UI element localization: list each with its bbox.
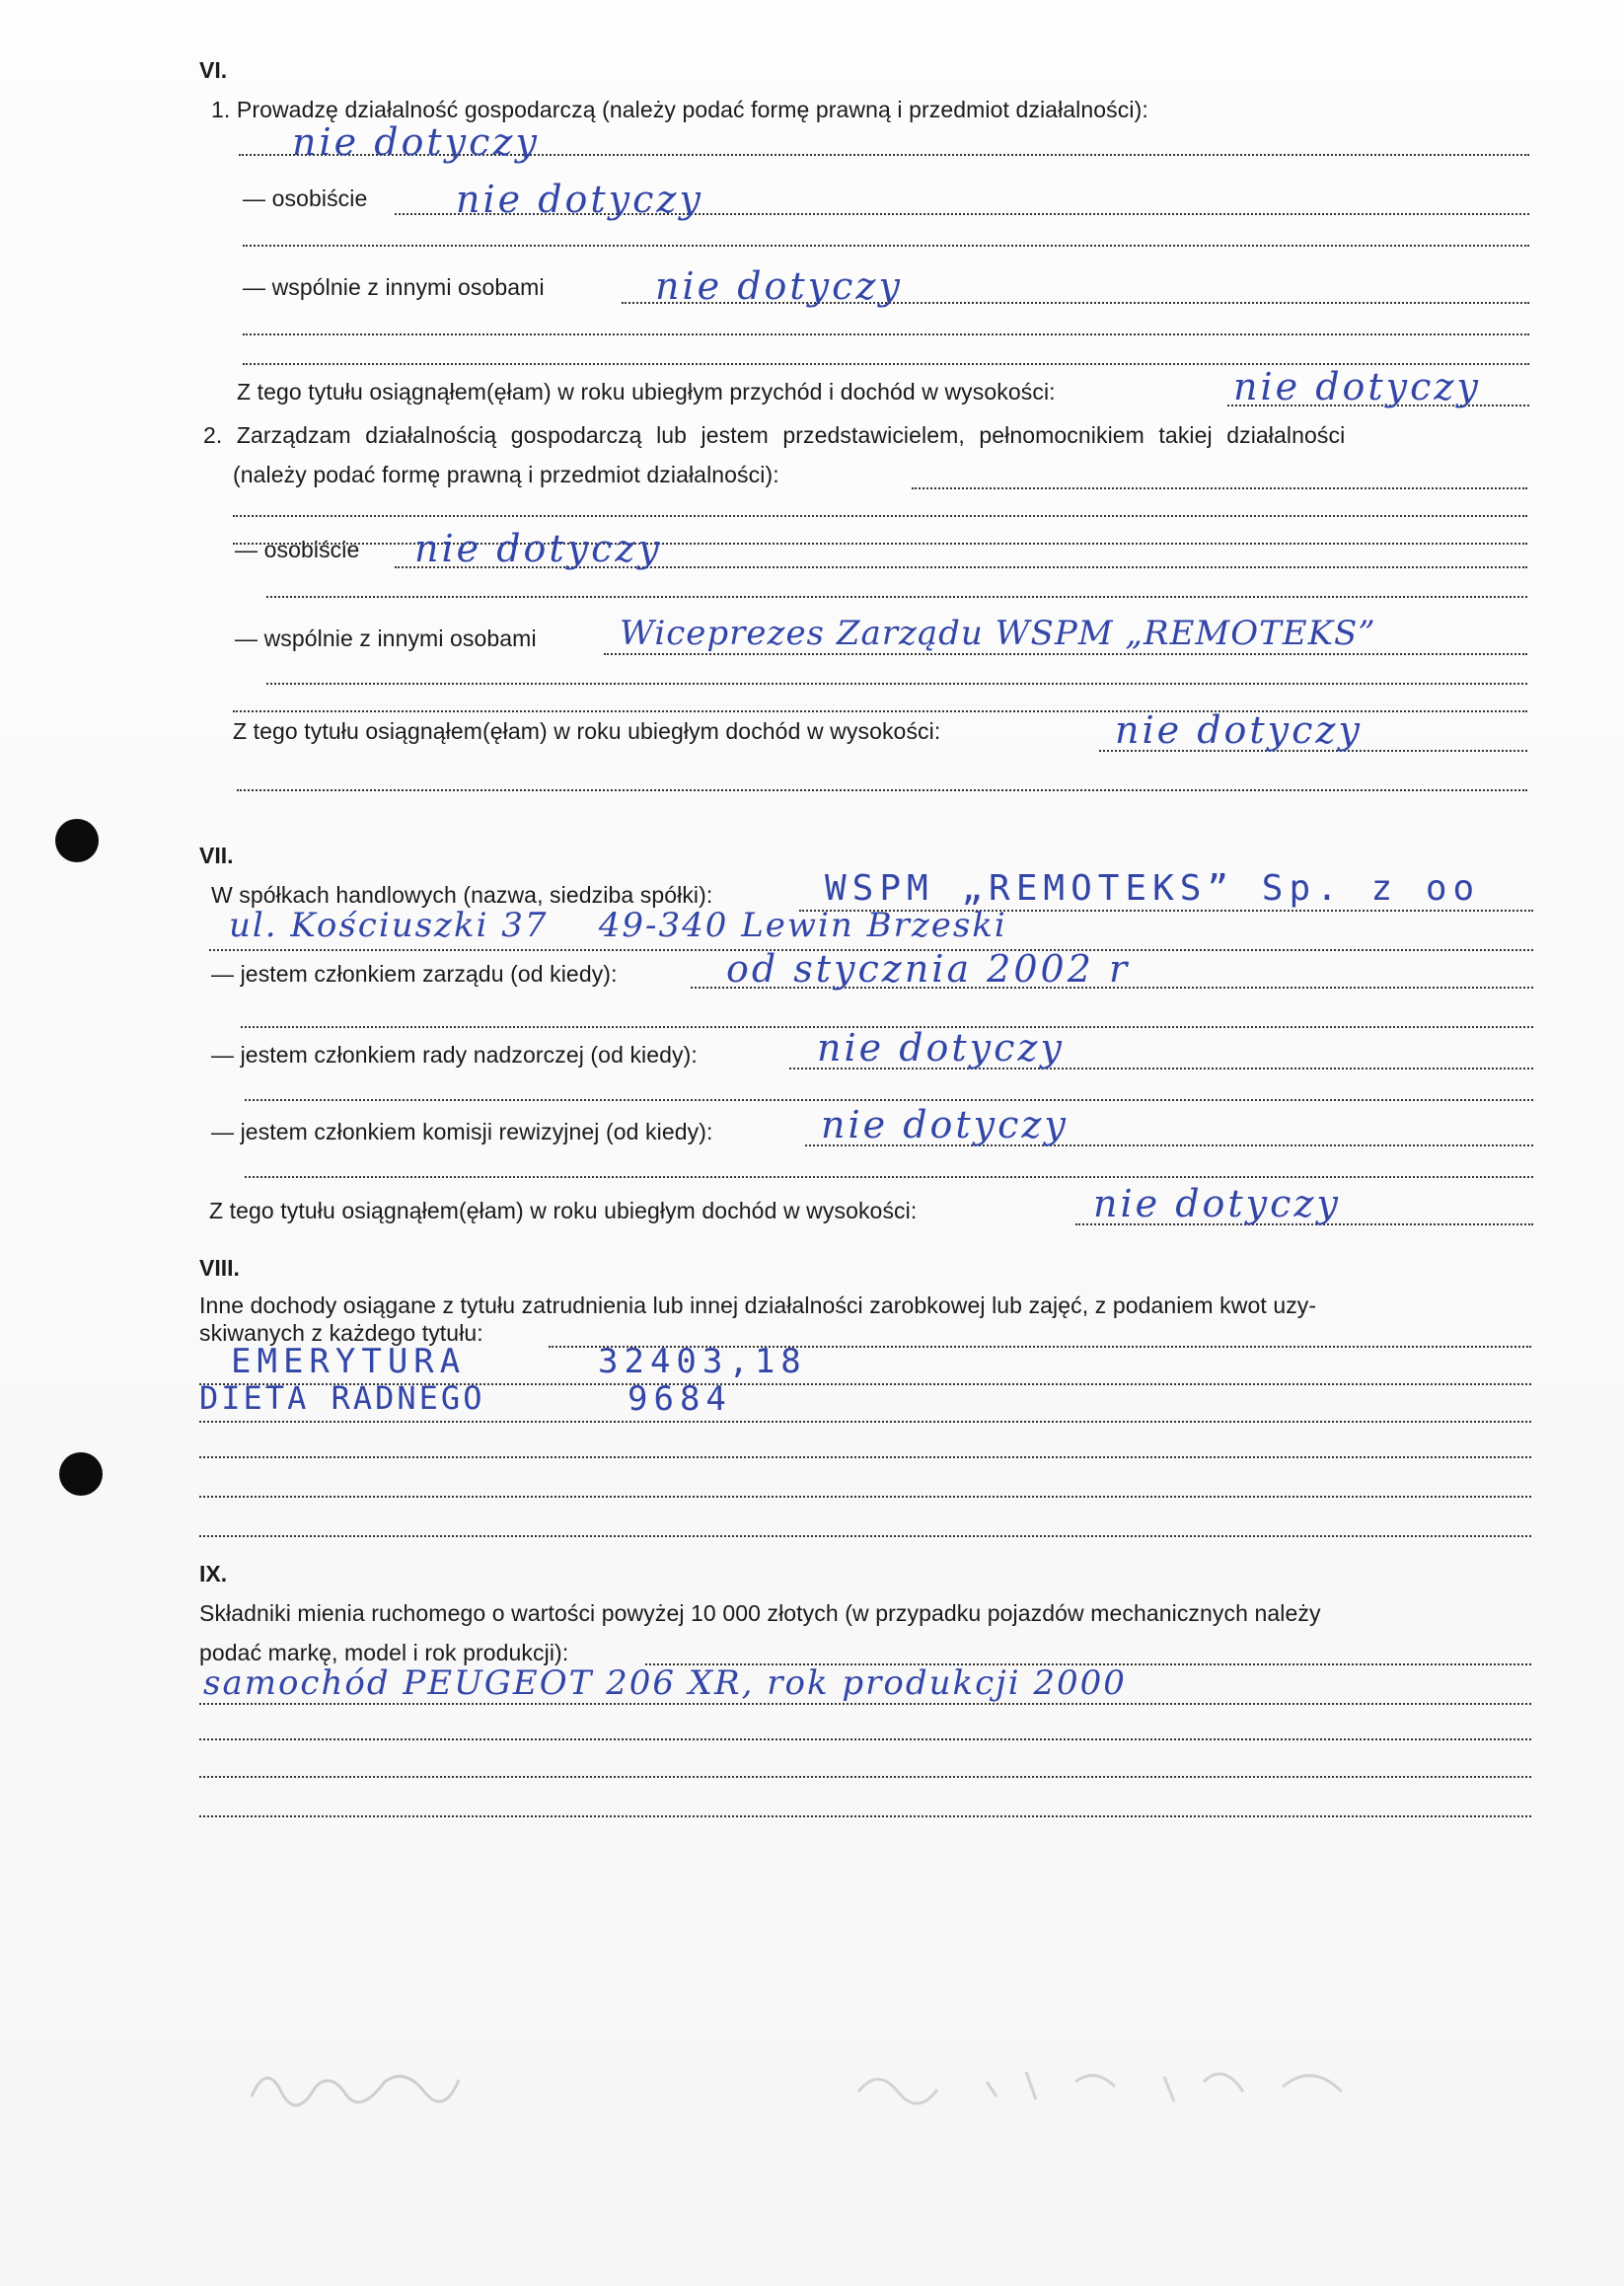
label-personally: — osobiście bbox=[243, 185, 368, 211]
label-income-vii: Z tego tytułu osiągnąłem(ęłam) w roku ubiegłym dochód w wysokości: bbox=[209, 1198, 918, 1223]
dotted-line bbox=[199, 1703, 1531, 1705]
answer-movable-property: samochód PEUGEOT 206 XR, rok produkcji 2000 bbox=[203, 1663, 1127, 1703]
label-income-vi-2: Z tego tytułu osiągnąłem(ęłam) w roku ubiegłym dochód w wysokości: bbox=[233, 718, 941, 744]
answer-supervisory-board: nie dotyczy bbox=[817, 1026, 1065, 1069]
label-management-board: — jestem członkiem zarządu (od kiedy): bbox=[211, 961, 618, 987]
answer-management-board: od stycznia 2002 r bbox=[726, 947, 1131, 991]
dotted-line bbox=[266, 596, 1527, 598]
section-ix-line2: podać markę, model i rok produkcji): bbox=[199, 1640, 569, 1665]
answer-company-address: ul. Kościuszki 37 49-340 Lewin Brzeski bbox=[229, 906, 1007, 945]
dotted-line bbox=[199, 1776, 1531, 1778]
dotted-line bbox=[199, 1456, 1531, 1458]
answer-pension-value: 32403,18 bbox=[598, 1342, 807, 1381]
label-personally-2: — osobiście bbox=[235, 537, 360, 562]
dotted-line bbox=[266, 683, 1527, 685]
label-jointly-2: — wspólnie z innymi osobami bbox=[235, 626, 537, 651]
dotted-line bbox=[199, 1421, 1531, 1423]
section-viii-heading: VIII. bbox=[199, 1255, 240, 1281]
dotted-line bbox=[233, 515, 1527, 517]
dotted-line bbox=[237, 789, 1527, 791]
section-vi-q1: 1. Prowadzę działalność gospodarczą (należy podać formę prawną i przedmiot działalności): bbox=[211, 97, 1148, 122]
dotted-line bbox=[199, 1496, 1531, 1498]
punch-hole-bottom bbox=[59, 1452, 103, 1496]
dotted-line bbox=[245, 1099, 1533, 1101]
dotted-line bbox=[243, 245, 1529, 247]
dotted-line bbox=[912, 487, 1527, 489]
label-companies: W spółkach handlowych (nazwa, siedziba spółki): bbox=[211, 882, 713, 908]
answer-personally-2: nie dotyczy bbox=[414, 527, 662, 570]
bleed-through-date bbox=[849, 2052, 1381, 2121]
dotted-line bbox=[199, 1815, 1531, 1817]
section-viii-line2: skiwanych z każdego tytułu: bbox=[199, 1320, 483, 1346]
dotted-line bbox=[243, 333, 1529, 335]
section-ix-line1: Składniki mienia ruchomego o wartości powyżej 10 000 złotych (w przypadku pojazdów mechanicznych należy bbox=[199, 1600, 1321, 1626]
answer-jointly: nie dotyczy bbox=[655, 264, 903, 308]
answer-pension-label: EMERYTURA bbox=[231, 1342, 467, 1381]
answer-jointly-2: Wiceprezes Zarządu WSPM „REMOTEKS” bbox=[620, 614, 1376, 653]
answer-councillor-value: 9684 bbox=[627, 1379, 732, 1419]
answer-audit-committee: nie dotyczy bbox=[821, 1103, 1069, 1146]
dotted-line bbox=[199, 1738, 1531, 1740]
answer-personally: nie dotyczy bbox=[456, 178, 703, 221]
dotted-line bbox=[245, 1176, 1533, 1178]
label-jointly: — wspólnie z innymi osobami bbox=[243, 274, 545, 300]
section-ix-heading: IX. bbox=[199, 1561, 228, 1586]
section-vi-q2-line2: (należy podać formę prawną i przedmiot działalności): bbox=[233, 462, 779, 487]
bleed-through-signature bbox=[247, 2052, 464, 2121]
answer-income-vi-2: nie dotyczy bbox=[1115, 708, 1363, 752]
dotted-line bbox=[199, 1535, 1531, 1537]
answer-income-vii: nie dotyczy bbox=[1093, 1182, 1341, 1225]
section-vi-heading: VI. bbox=[199, 57, 228, 83]
punch-hole-top bbox=[55, 819, 99, 862]
answer-councillor-label: DIETA RADNEGO bbox=[199, 1379, 485, 1417]
section-vii-heading: VII. bbox=[199, 843, 234, 868]
section-viii-line1: Inne dochody osiągane z tytułu zatrudnienia lub innej działalności zarobkowej lub zajęć, z podaniem kwot uzy- bbox=[199, 1292, 1317, 1318]
section-vi-q2-line1: 2. Zarządzam działalnością gospodarczą lub jestem przedstawicielem, pełnomocnikiem takiej działalności bbox=[203, 422, 1346, 448]
label-income-vi-1: Z tego tytułu osiągnąłem(ęłam) w roku ubiegłym przychód i dochód w wysokości: bbox=[237, 379, 1056, 405]
label-audit-committee: — jestem członkiem komisji rewizyjnej (od kiedy): bbox=[211, 1119, 713, 1144]
answer-business-activity: nie dotyczy bbox=[292, 120, 540, 164]
answer-company-name: WSPM „REMOTEKS” Sp. z oo bbox=[825, 868, 1481, 909]
dotted-line bbox=[604, 653, 1527, 655]
answer-income-vi-1: nie dotyczy bbox=[1233, 365, 1481, 408]
label-supervisory-board: — jestem członkiem rady nadzorczej (od kiedy): bbox=[211, 1042, 698, 1068]
